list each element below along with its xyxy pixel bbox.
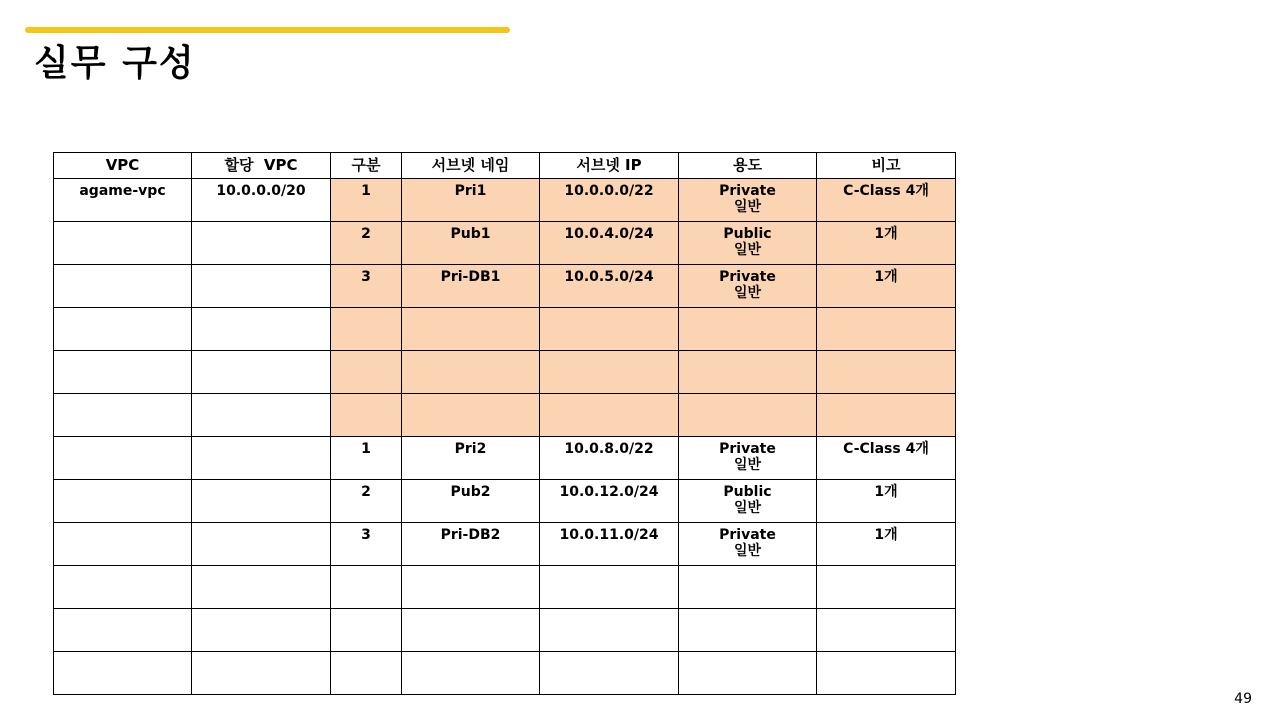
cell-subnet-name: [402, 308, 540, 351]
cell-allocated-vpc: [192, 609, 331, 652]
header-usage: 용도: [679, 153, 817, 179]
slide-title: 실무 구성: [34, 43, 196, 84]
cell-vpc: [54, 566, 192, 609]
cell-category: [331, 351, 402, 394]
title-accent-bar: [25, 27, 510, 33]
cell-subnet-ip: 10.0.5.0/24: [540, 265, 679, 308]
page-number: 49: [1234, 691, 1252, 707]
cell-category: [331, 308, 402, 351]
cell-vpc: [54, 222, 192, 265]
cell-usage: [679, 265, 817, 308]
table-row: [54, 222, 956, 265]
cell-subnet-name: [402, 394, 540, 437]
cell-note: C-Class 4개: [817, 437, 956, 480]
subnet-table: [53, 152, 956, 695]
cell-subnet-ip: [540, 351, 679, 394]
table-row: [54, 265, 956, 308]
cell-subnet-ip: 10.0.8.0/22: [540, 437, 679, 480]
table-row: [54, 351, 956, 394]
cell-category: 2: [331, 480, 402, 523]
header-note: 비고: [817, 153, 956, 179]
cell-usage: [679, 652, 817, 695]
cell-usage: [679, 351, 817, 394]
table-row: [54, 566, 956, 609]
cell-category: 1: [331, 179, 402, 222]
usage-kind: 일반: [733, 457, 762, 473]
cell-usage: [679, 308, 817, 351]
cell-allocated-vpc: 10.0.0.0/20: [192, 179, 331, 222]
header-category: 구분: [331, 153, 402, 179]
cell-category: [331, 652, 402, 695]
cell-allocated-vpc: [192, 652, 331, 695]
cell-allocated-vpc: [192, 351, 331, 394]
cell-subnet-name: Pri2: [402, 437, 540, 480]
usage-type: Private: [719, 527, 776, 543]
cell-subnet-ip: 10.0.4.0/24: [540, 222, 679, 265]
table-row: [54, 609, 956, 652]
cell-subnet-ip: 10.0.0.0/22: [540, 179, 679, 222]
cell-allocated-vpc: [192, 308, 331, 351]
cell-usage: [679, 566, 817, 609]
usage-type: Private: [719, 183, 776, 199]
cell-note: 1개: [817, 222, 956, 265]
cell-subnet-ip: [540, 394, 679, 437]
table-row: [54, 394, 956, 437]
cell-vpc: [54, 265, 192, 308]
cell-vpc: [54, 652, 192, 695]
cell-category: 3: [331, 523, 402, 566]
header-allocated-vpc: 할당 VPC: [192, 153, 331, 179]
cell-vpc: [54, 308, 192, 351]
cell-usage: [679, 480, 817, 523]
cell-subnet-ip: 10.0.12.0/24: [540, 480, 679, 523]
table-row: [54, 652, 956, 695]
cell-note: 1개: [817, 265, 956, 308]
table-row: [54, 308, 956, 351]
header-subnet-name: 서브넷 네임: [402, 153, 540, 179]
usage-kind: 일반: [733, 199, 762, 215]
cell-subnet-name: [402, 609, 540, 652]
cell-vpc: [54, 609, 192, 652]
table-header-row: [54, 153, 956, 179]
cell-note: [817, 394, 956, 437]
cell-note: [817, 609, 956, 652]
usage-kind: 일반: [733, 285, 762, 301]
cell-usage: [679, 222, 817, 265]
cell-subnet-name: Pri-DB2: [402, 523, 540, 566]
header-subnet-ip: 서브넷 IP: [540, 153, 679, 179]
cell-vpc: [54, 523, 192, 566]
cell-note: [817, 308, 956, 351]
table-row: [54, 437, 956, 480]
usage-type: Public: [723, 484, 772, 500]
cell-subnet-ip: [540, 609, 679, 652]
cell-subnet-ip: 10.0.11.0/24: [540, 523, 679, 566]
cell-usage: [679, 523, 817, 566]
cell-usage: [679, 609, 817, 652]
cell-vpc: [54, 394, 192, 437]
cell-subnet-name: [402, 566, 540, 609]
cell-usage: [679, 394, 817, 437]
table-row: [54, 179, 956, 222]
cell-note: 1개: [817, 480, 956, 523]
cell-allocated-vpc: [192, 222, 331, 265]
cell-note: C-Class 4개: [817, 179, 956, 222]
cell-allocated-vpc: [192, 523, 331, 566]
cell-note: [817, 652, 956, 695]
cell-category: [331, 609, 402, 652]
cell-subnet-name: Pub2: [402, 480, 540, 523]
cell-allocated-vpc: [192, 394, 331, 437]
cell-category: 2: [331, 222, 402, 265]
cell-allocated-vpc: [192, 437, 331, 480]
usage-kind: 일반: [733, 242, 762, 258]
usage-type: Private: [719, 441, 776, 457]
cell-note: [817, 351, 956, 394]
table-row: [54, 523, 956, 566]
cell-subnet-ip: [540, 308, 679, 351]
cell-note: 1개: [817, 523, 956, 566]
usage-kind: 일반: [733, 500, 762, 516]
cell-usage: [679, 437, 817, 480]
cell-subnet-name: Pri1: [402, 179, 540, 222]
cell-subnet-name: [402, 351, 540, 394]
cell-usage: [679, 179, 817, 222]
cell-category: [331, 394, 402, 437]
cell-subnet-ip: [540, 652, 679, 695]
cell-allocated-vpc: [192, 265, 331, 308]
cell-vpc: [54, 480, 192, 523]
cell-category: 3: [331, 265, 402, 308]
cell-subnet-name: [402, 652, 540, 695]
header-vpc: VPC: [54, 153, 192, 179]
cell-note: [817, 566, 956, 609]
cell-vpc: agame-vpc: [54, 179, 192, 222]
cell-category: [331, 566, 402, 609]
cell-allocated-vpc: [192, 480, 331, 523]
cell-vpc: [54, 437, 192, 480]
usage-kind: 일반: [733, 543, 762, 559]
cell-allocated-vpc: [192, 566, 331, 609]
cell-subnet-name: Pub1: [402, 222, 540, 265]
usage-type: Private: [719, 269, 776, 285]
usage-type: Public: [723, 226, 772, 242]
cell-category: 1: [331, 437, 402, 480]
cell-subnet-name: Pri-DB1: [402, 265, 540, 308]
table-row: [54, 480, 956, 523]
cell-subnet-ip: [540, 566, 679, 609]
cell-vpc: [54, 351, 192, 394]
